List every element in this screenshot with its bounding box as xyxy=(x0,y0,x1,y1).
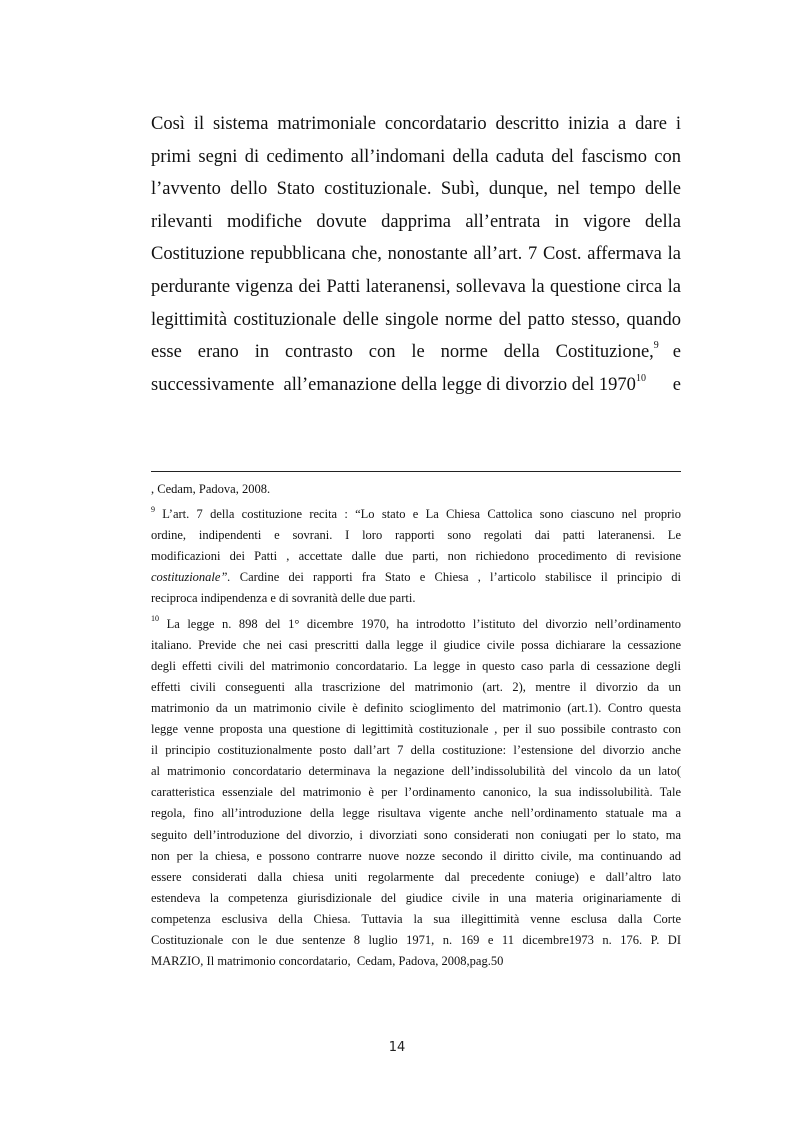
footnotes xyxy=(151,479,681,972)
body-line xyxy=(151,206,681,239)
footnote-line-text: regola, fino all’introduzione della legge risultava vigente anche nell’ordinamento statuale ma a xyxy=(151,806,681,821)
footnote-line-text xyxy=(151,567,681,588)
footnote-line-text: competenza esclusiva della Chiesa. Tuttavia la sua illegittimità venne esclusa dalla Corte xyxy=(151,911,681,926)
footnote-line-text: matrimonio da un matrimonio civile è definito scioglimento del matrimonio (art.1). Contro questa xyxy=(151,700,681,715)
footnote-line xyxy=(151,951,681,972)
footnote-line-text: estendeva la competenza giurisdizionale del giudice civile in una materia originariamente di xyxy=(151,890,681,905)
footnote-marker: 9 xyxy=(151,504,155,514)
footnote-line xyxy=(151,656,681,677)
footnote-line xyxy=(151,546,681,567)
body-line-text: legittimità costituzionale delle singole norme del patto stesso, quando xyxy=(151,309,681,330)
footnote-continuation xyxy=(151,479,681,500)
footnote-marker: 10 xyxy=(151,614,159,624)
footnote-10 xyxy=(151,614,681,973)
footnote-line-text: ordine, indipendenti e sovrani. I loro rapporti sono regolati dai patti lateranensi. Le xyxy=(151,528,681,543)
footnote-line xyxy=(151,677,681,698)
footnote-line xyxy=(151,719,681,740)
body-text xyxy=(151,108,681,401)
footnote-line xyxy=(151,930,681,951)
footnote-line-text: essere considerati dalla chiesa uniti regolarmente dal precedente coniuge) e dall’altro lato xyxy=(151,869,681,884)
footnote-line-text: seguito dell’introduzione del divorzio, i divorziati sono considerati non coniugati per lo stato, ma xyxy=(151,827,681,842)
footnote-line-text: effetti civili conseguenti alla trascrizione del matrimonio (art. 2), mentre il divorzio da un xyxy=(151,679,681,694)
footnote-line-text: MARZIO, Il matrimonio concordatario, Cedam, Padova, 2008,pag.50 xyxy=(151,954,504,969)
page-number: 14 xyxy=(388,1040,406,1055)
footnote-line xyxy=(151,588,681,609)
body-line-text: rilevanti modifiche dovute dapprima all’entrata in vigore della xyxy=(151,211,681,232)
footnote-line xyxy=(151,504,681,525)
footnote-line-text: legge venne proposta una questione di legittimità costituzionale , per il suo possibile contrasto con xyxy=(151,722,681,737)
body-line-text-inner: esse erano in contrasto con le norme della Costituzione, xyxy=(151,342,654,363)
body-line xyxy=(151,369,681,402)
footnote-italic: costituzionale”. xyxy=(151,570,231,585)
footnote-ref-10: 10 xyxy=(635,372,646,384)
footnote-line-inner: L’art. 7 della costituzione recita : “Lo stato e La Chiesa Cattolica sono ciascuno nel proprio xyxy=(162,507,682,522)
footnote-continuation-text: , Cedam, Padova, 2008. xyxy=(151,482,271,496)
footnote-line-text: Costituzionale con le due sentenze 8 luglio 1971, n. 169 e 11 dicembre1973 n. 176. P. DI xyxy=(151,932,681,947)
footnote-line xyxy=(151,846,681,867)
body-line-text xyxy=(151,369,646,402)
footnote-line-text xyxy=(151,614,681,635)
footnote-line-text: il principio costituzionalmente posto dall’art 7 della costituzione: l’estensione del divorzio anche xyxy=(151,743,681,758)
footnote-line xyxy=(151,803,681,824)
body-line xyxy=(151,108,681,141)
body-line-text: l’avvento dello Stato costituzionale. Subì, dunque, nel tempo delle xyxy=(151,179,681,200)
footnote-line xyxy=(151,698,681,719)
footnote-line-text: al matrimonio concordatario determinava la negazione dell’indissolubilità del vincolo da un lato( xyxy=(151,764,681,779)
body-line xyxy=(151,336,681,369)
footnote-ref-9: 9 xyxy=(653,340,659,351)
footnote-9 xyxy=(151,504,681,609)
footnote-line-text: degli effetti civili del matrimonio concordatario. La legge in questo caso parla di cessazione degli xyxy=(151,658,681,673)
footnote-line-text: italiano. Previde che nei casi prescritti dalla legge il giudice civile possa dichiarare la cessazione xyxy=(151,637,681,652)
footnote-line-text: caratteristica essenziale del matrimonio è per l’ordinamento canonico, la sua indissolubilità. Tale xyxy=(151,785,681,800)
body-line xyxy=(151,141,681,174)
footnote-line-text: reciproca indipendenza e di sovranità delle due parti. xyxy=(151,591,416,606)
footnote-line-inner: La legge n. 898 del 1° dicembre 1970, ha introdotto l’istituto del divorzio nell’ordinamento xyxy=(166,616,681,631)
body-line-text: primi segni di cedimento all’indomani della caduta del fascismo con xyxy=(151,146,681,167)
body-line-text-inner: successivamente all’emanazione della legge di divorzio del 1970 xyxy=(151,374,636,395)
footnote-line-text: non per la chiesa, e possono contrarre nuove nozze secondo il diritto civile, ma continuando ad xyxy=(151,848,681,863)
body-line-text: perdurante vigenza dei Patti lateranensi, sollevava la questione circa la xyxy=(151,276,681,297)
body-line-text xyxy=(151,336,673,369)
body-line-end: e xyxy=(672,374,681,395)
footnote-line xyxy=(151,525,681,546)
footnote-line xyxy=(151,614,681,635)
footnote-line-text xyxy=(151,504,681,525)
footnote-line xyxy=(151,740,681,761)
body-line-text: Così il sistema matrimoniale concordatario descritto inizia a dare i xyxy=(151,114,681,134)
footnote-separator xyxy=(151,471,681,472)
body-line-end: e xyxy=(672,342,681,363)
footnote-line-inner: Cardine dei rapporti fra Stato e Chiesa , l’articolo stabilisce il principio di xyxy=(239,570,682,585)
footnote-line-text: modificazioni dei Patti , accettate dalle due parti, non richiedono procedimento di revisione xyxy=(151,549,681,564)
footnote-line xyxy=(151,761,681,782)
footnote-line xyxy=(151,567,681,588)
body-line xyxy=(151,271,681,304)
footnote-line xyxy=(151,867,681,888)
footnote-line xyxy=(151,825,681,846)
body-line xyxy=(151,304,681,337)
body-line xyxy=(151,173,681,206)
body-line xyxy=(151,238,681,271)
footnote-line xyxy=(151,888,681,909)
footnote-line xyxy=(151,909,681,930)
body-line-text: Costituzione repubblicana che, nonostante all’art. 7 Cost. affermava la xyxy=(151,244,681,265)
footnote-line xyxy=(151,782,681,803)
footnote-line xyxy=(151,635,681,656)
